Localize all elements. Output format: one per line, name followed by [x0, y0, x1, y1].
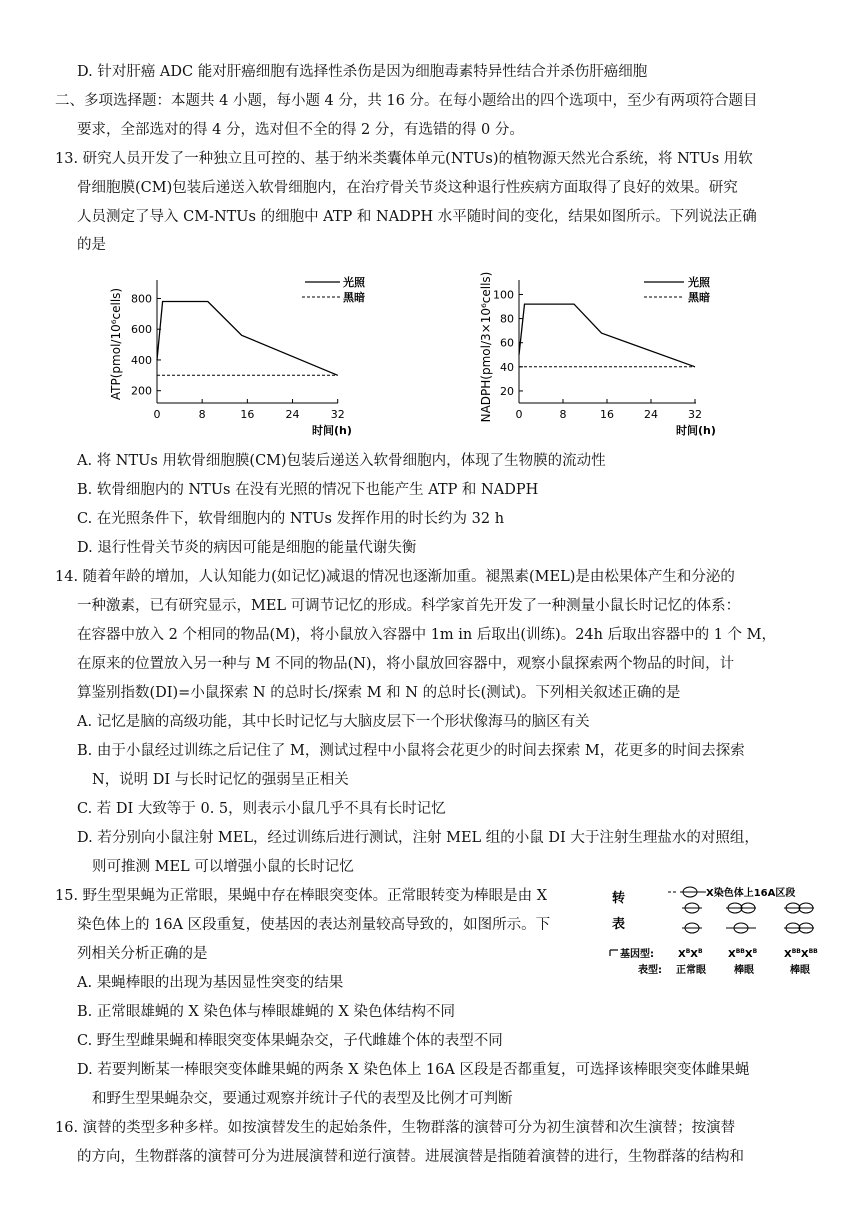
q14-option-d: D. 若分别向小鼠注射 MEL，经过训练后进行测试，注射 MEL 组的小鼠 DI 大于注射生理盐水的对照组，: [77, 830, 759, 846]
q15-option-d-cont: 和野生型果蝇杂交，要通过观察并统计子代的表型及比例才可判断: [92, 1091, 513, 1107]
nadph-ytick-label: 20: [500, 384, 514, 398]
phenotype-1: 正常眼: [676, 965, 706, 976]
q13-stem: 的是: [77, 237, 106, 253]
atp-x-label: 时间(h): [312, 424, 352, 437]
atp-legend-light: 光照: [343, 276, 365, 289]
genotype-row-label: 基因型:: [620, 949, 654, 960]
q13-option-b: B. 软骨细胞内的 NTUs 在没有光照的情况下也能产生 ATP 和 NADPH: [77, 482, 539, 498]
q16-stem: 16. 演替的类型多种多样。如按演替发生的起始条件，生物群落的演替可分为初生演替和次生演替；按演替: [55, 1120, 736, 1136]
q14-stem: 算鉴别指数(DI)=小鼠探索 N 的总时长/探索 M 和 N 的总时长(测试)。下列相关叙述正确的是: [77, 685, 681, 701]
atp-xtick-label: 24: [285, 408, 300, 421]
nadph-xtick-label: 8: [559, 408, 567, 421]
chromosome-pair-normal: [682, 903, 702, 933]
phenotype-row-label: 表型:: [638, 965, 662, 976]
nadph-chart: [476, 262, 736, 442]
q14-stem: 14. 随着年龄的增加，人认知能力(如记忆)减退的情况也逐渐加重。褪黑素(MEL)是由松果体产生和分泌的: [55, 569, 735, 585]
q15-stem: 染色体上的 16A 区段重复，使基因的表达剂量较高导致的，如图所示。下: [77, 917, 551, 933]
legend-16a-label: X染色体上16A区段: [706, 888, 796, 899]
q15-option-a: A. 果蝇棒眼的出现为基因显性突变的结果: [77, 975, 344, 991]
q13-stem: 13. 研究人员开发了一种独立且可控的、基于纳米类囊体单元(NTUs)的植物源天然光合系统，将 NTUs 用软: [55, 151, 753, 167]
nadph-ytick-label: 100: [493, 288, 514, 302]
atp-xtick-label: 0: [153, 408, 161, 421]
chromosome-pair-bar-hetero: [726, 903, 756, 933]
q14-option-b-cont: N，说明 DI 与长时记忆的强弱呈正相关: [92, 772, 349, 788]
q13-option-c: C. 在光照条件下，软骨细胞内的 NTUs 发挥作用的时长约为 32 h: [77, 511, 505, 527]
genotype-1: $X^BX^B$: [678, 948, 703, 960]
q13-option-a: A. 将 NTUs 用软骨细胞膜(CM)包装后递送入软骨细胞内，体现了生物膜的流动性: [77, 453, 606, 469]
chromosome-pair-bar-homo: [784, 903, 814, 933]
phenotype-2: 棒眼: [734, 965, 754, 976]
nadph-y-label: NADPH(pmol/3×10⁶cells): [479, 271, 493, 423]
nadph-legend-light: 光照: [688, 276, 710, 289]
atp-ytick-label: 600: [131, 323, 152, 337]
side-label-2: 表: [612, 917, 626, 932]
atp-ytick-label: 800: [131, 292, 152, 306]
atp-light-line: [157, 302, 338, 376]
nadph-legend-dark: 黑暗: [688, 291, 710, 304]
atp-legend-dark: 黑暗: [343, 291, 365, 304]
atp-chart: [100, 262, 365, 442]
atp-ytick-label: 400: [131, 353, 152, 367]
option-d-q12: D. 针对肝癌 ADC 能对肝癌细胞有选择性杀伤是因为细胞毒素特异性结合并杀伤肝癌细胞: [77, 64, 648, 80]
nadph-ytick-label: 60: [500, 336, 514, 350]
atp-y-label: ATP(pmol/10⁶cells): [109, 287, 123, 401]
q15-option-c: C. 野生型雌果蝇和棒眼突变体果蝇杂交，子代雌雄个体的表型不同: [77, 1033, 503, 1049]
q14-option-a: A. 记忆是脑的高级功能，其中长时记忆与大脑皮层下一个形状像海马的脑区有关: [77, 714, 590, 730]
q13-option-d: D. 退行性骨关节炎的病因可能是细胞的能量代谢失衡: [77, 540, 417, 556]
nadph-xtick-label: 16: [600, 408, 614, 421]
q15-option-b: B. 正常眼雄蝇的 X 染色体与棒眼雄蝇的 X 染色体结构不同: [77, 1004, 455, 1020]
atp-xtick-label: 16: [240, 408, 255, 421]
section-heading-cont: 要求，全部选对的得 4 分，选对但不全的得 2 分，有选错的得 0 分。: [77, 122, 524, 138]
nadph-xtick-label: 24: [644, 408, 658, 421]
q14-option-c: C. 若 DI 大致等于 0. 5，则表示小鼠几乎不具有长时记忆: [77, 801, 446, 817]
q14-stem: 在原来的位置放入另一种与 M 不同的物品(N)，将小鼠放回容器中，观察小鼠探索两个物品的时间，计: [77, 656, 735, 672]
genotype-2: $X^{BB}X^B$: [728, 948, 758, 960]
atp-ytick-label: 200: [131, 384, 152, 398]
q14-stem: 一种激素，已有研究显示，MEL 可调节记忆的形成。科学家首先开发了一种测量小鼠长时记忆的体系：: [77, 598, 741, 614]
nadph-xtick-label: 32: [688, 408, 702, 421]
q14-stem: 在容器中放入 2 个相同的物品(M)，将小鼠放入容器中 1m in 后取出(训练)。24h 后取出容器中的 1 个 M，: [77, 627, 776, 643]
q16-stem: 的方向，生物群落的演替可分为进展演替和逆行演替。进展演替是指随着演替的进行，生物群落的结构和: [77, 1149, 744, 1165]
nadph-ytick-label: 40: [500, 360, 514, 374]
nadph-light-line: [519, 304, 695, 367]
phenotype-3: 棒眼: [790, 965, 810, 976]
q13-stem: 人员测定了导入 CM-NTUs 的细胞中 ATP 和 NADPH 水平随时间的变化，结果如图所示。下列说法正确: [77, 209, 757, 225]
q13-stem: 骨细胞膜(CM)包装后递送入软骨细胞内，在治疗骨关节炎这种退行性疾病方面取得了良好的效果。研究: [77, 180, 738, 196]
atp-xtick-label: 8: [198, 408, 206, 421]
side-label-1: 转: [612, 891, 626, 906]
fly-chromosome-figure: [604, 880, 840, 980]
q14-option-d-cont: 则可推测 MEL 可以增强小鼠的长时记忆: [92, 859, 354, 875]
section-heading: 二、多项选择题：本题共 4 小题，每小题 4 分，共 16 分。在每小题给出的四个选项中，至少有两项符合题目: [55, 93, 758, 109]
nadph-x-label: 时间(h): [676, 424, 716, 437]
nadph-ytick-label: 80: [500, 312, 514, 326]
q15-stem: 15. 野生型果蝇为正常眼，果蝇中存在棒眼突变体。正常眼转变为棒眼是由 X: [55, 888, 548, 904]
nadph-xtick-label: 0: [515, 408, 523, 421]
genotype-3: $X^{BB}X^{BB}$: [784, 948, 818, 960]
q15-option-d: D. 若要判断某一棒眼突变体雌果蝇的两条 X 染色体上 16A 区段是否都重复，可选择该棒眼突变体雌果蝇: [77, 1062, 750, 1078]
q15-stem: 列相关分析正确的是: [77, 946, 208, 962]
atp-xtick-label: 32: [330, 408, 345, 421]
q14-option-b: B. 由于小鼠经过训练之后记住了 M，测试过程中小鼠将会花更少的时间去探索 M，花更多的时间去探索: [77, 743, 745, 759]
